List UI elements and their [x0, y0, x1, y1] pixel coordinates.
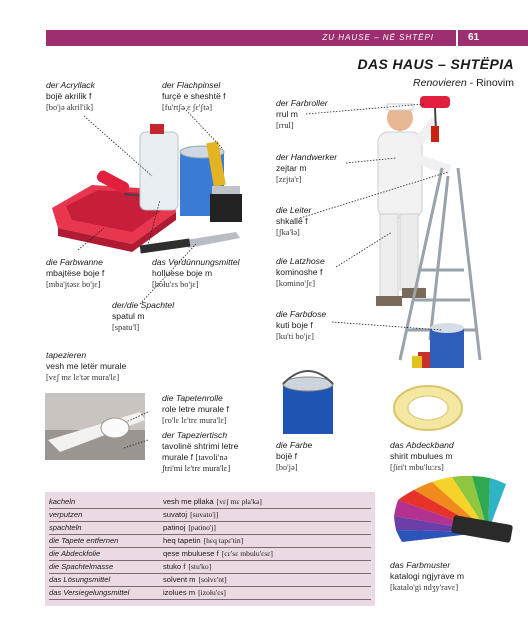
- term-de: verputzen: [49, 510, 83, 519]
- paint-pot-image: [283, 371, 333, 434]
- term-sq-cell: [163, 522, 216, 534]
- label-farbmuster: [390, 560, 464, 593]
- term-sq: izolues m: [163, 588, 196, 597]
- page-title: DAS HAUS – SHTËPIA: [357, 56, 514, 72]
- label-tapezieren: [46, 350, 126, 383]
- term-sq: stuko f: [163, 562, 186, 571]
- term-sq: qese mbuluese f: [163, 549, 219, 558]
- label-phonetic: [ ro'lɛ lɛ'trɛ mura'lɛ ]: [162, 415, 229, 426]
- page-number: 61: [468, 32, 480, 43]
- label-de: die Leiter: [276, 205, 312, 215]
- label-farbroller: [276, 98, 328, 131]
- label-phonetic: [ mba'jtəsɛ bo'jɛ ]: [46, 279, 104, 290]
- label-de: das Verdünnungsmittel: [152, 257, 240, 267]
- label-phonetic: [ komino'ʃɛ ]: [276, 278, 325, 289]
- term-phonetic: [ izołu'ɛs ]: [198, 588, 226, 597]
- label-phonetic: [ ʃiri't mbu'lu:ɛs ]: [390, 462, 454, 473]
- subtitle-sq: Rinovim: [476, 77, 514, 89]
- label-de: die Latzhose: [276, 256, 325, 266]
- table-row: [49, 509, 371, 522]
- label-leiter: [276, 205, 311, 238]
- table-row: [49, 587, 371, 600]
- label-phonetic-line2: ʃtri'mi lɛ'trɛ mura'lɛ]: [162, 464, 231, 473]
- term-de: spachteln: [49, 523, 82, 532]
- table-row: [49, 496, 371, 509]
- label-sq: mbajtëse boje f: [46, 268, 105, 278]
- label-de: die Farbdose: [276, 309, 327, 319]
- label-sq: kominoshe f: [276, 267, 323, 277]
- term-de: die Tapete entfernen: [49, 536, 119, 545]
- label-tapetenrolle: [162, 393, 229, 426]
- label-acryllack: [46, 80, 95, 113]
- label-de: das Farbmuster: [390, 560, 451, 570]
- label-phonetic: [ ku'ti bo'jɛ ]: [276, 331, 326, 342]
- label-tapeziertisch: [162, 430, 238, 474]
- label-sq: shkallë f: [276, 216, 308, 226]
- term-phonetic: [ hɛq tapɛ'tin ]: [204, 536, 244, 545]
- label-phonetic: [ bo'jə ]: [276, 462, 312, 473]
- label-sq: kuti boje f: [276, 320, 313, 330]
- label-de: der Handwerker: [276, 152, 338, 162]
- label-phonetic: ʃtri'mi lɛ'trɛ mura'lɛ: [162, 464, 228, 473]
- label-de: tapezieren: [46, 350, 87, 360]
- label-abdeckband: [390, 440, 454, 473]
- label-de: die Farbe: [276, 440, 313, 450]
- table-row: [49, 561, 371, 574]
- label-sq: holluese boje m: [152, 268, 213, 278]
- term-sq: vesh me pllaka: [163, 497, 214, 506]
- label-de: der Acryllack: [46, 80, 95, 90]
- label-sq-cont: murale f: [162, 452, 194, 462]
- label-de: das Abdeckband: [390, 440, 454, 450]
- term-phonetic: [ vɛʃ mɛ pła'ka ]: [217, 497, 262, 506]
- label-de: der Flachpinsel: [162, 80, 221, 90]
- label-latzhose: [276, 256, 325, 289]
- label-de: der Farbroller: [276, 98, 328, 108]
- term-sq-cell: [163, 561, 211, 573]
- label-sq: vesh me letër murale: [46, 361, 127, 371]
- vocab-table: [45, 492, 375, 606]
- label-de: die Farbwanne: [46, 257, 103, 267]
- label-phonetic: [ spatu'l ]: [112, 322, 174, 333]
- label-flachpinsel: [162, 80, 226, 113]
- label-phonetic: [ hołu'ɛs bo'jɛ ]: [152, 279, 240, 290]
- term-de: das Lösungsmittel: [49, 575, 111, 584]
- term-sq: patinoj: [163, 523, 186, 532]
- label-sq: bojë f: [276, 451, 298, 461]
- wallpaper-photo: [45, 393, 145, 460]
- label-sq: shirit mbulues m: [390, 451, 453, 461]
- label-sq: tavolinë shtrimi letre: [162, 441, 239, 451]
- label-sq: rrul m: [276, 109, 298, 119]
- term-sq: suvatoj: [163, 510, 188, 519]
- label-handwerker: [276, 152, 337, 185]
- masking-tape-image: [394, 386, 462, 430]
- label-sq-line2: murale f [tavoli'nə: [162, 452, 228, 462]
- acrylic-bottle-image: [140, 124, 178, 210]
- label-phonetic: [ zɛjta'r ]: [276, 174, 337, 185]
- term-sq-cell: [163, 535, 243, 547]
- label-phonetic: [ bo'jə akril'ik ]: [46, 102, 95, 113]
- label-phonetic: [ rrul ]: [276, 120, 328, 131]
- label-phonetic: [ katalo'gi ndʒy'ravɛ ]: [390, 582, 464, 593]
- label-phonetic: [ fu'rtʃə ɛ ʃɛ'ʃtə ]: [162, 102, 226, 113]
- term-sq-cell: [163, 574, 227, 586]
- colour-fan-image: [394, 476, 513, 543]
- label-phonetic-part: tavoli'nə: [198, 452, 228, 462]
- label-sq: katalogi ngjyrave m: [390, 571, 465, 581]
- label-farbdose: [276, 309, 326, 342]
- table-row: [49, 574, 371, 587]
- label-de: die Tapetenrolle: [162, 393, 223, 403]
- label-sq: spatul m: [112, 311, 145, 321]
- table-row: [49, 535, 371, 548]
- label-sq: furçë e sheshtë f: [162, 91, 226, 101]
- term-sq-cell: [163, 509, 218, 521]
- term-phonetic: [ suvato'j ]: [190, 510, 218, 519]
- term-phonetic: [ solvɛ'nt ]: [199, 575, 227, 584]
- label-farbe: [276, 440, 312, 473]
- term-sq-cell: [163, 548, 273, 560]
- term-de: die Spachtelmasse: [49, 562, 114, 571]
- term-phonetic: [ stu'ko ]: [188, 562, 211, 571]
- label-de: der/die Spachtel: [112, 300, 175, 310]
- term-phonetic: [ patino'j ]: [188, 523, 216, 532]
- label-sq: zejtar m: [276, 163, 307, 173]
- term-sq: heq tapetin: [163, 536, 201, 545]
- label-de: der Tapeziertisch: [162, 430, 228, 440]
- table-row: [49, 548, 371, 561]
- label-sq: bojë akrilik f: [46, 91, 92, 101]
- label-phonetic: [ vɛʃ mɛ lɛ'tər mura'lɛ ]: [46, 372, 126, 383]
- term-sq-cell: [163, 587, 226, 599]
- term-de: kacheln: [49, 497, 76, 506]
- label-verduennungsmittel: [152, 257, 240, 290]
- term-sq-cell: [163, 496, 262, 508]
- term-sq: solvent m: [163, 575, 196, 584]
- subtitle-sep: -: [466, 77, 477, 89]
- section-title: ZU HAUSE – NË SHTËPI: [322, 33, 434, 42]
- label-phonetic: [ ʃka'łə ]: [276, 227, 311, 238]
- term-phonetic: [ cɛ'sɛ mbulu'ɛsɛ ]: [222, 549, 273, 558]
- table-row: [49, 522, 371, 535]
- subtitle-de: Renovieren: [413, 77, 467, 89]
- label-sq: role letre murale f: [162, 404, 229, 414]
- term-de: die Abdeckfolie: [49, 549, 101, 558]
- term-de: das Versiegelungsmittel: [49, 588, 130, 597]
- label-farbwanne: [46, 257, 104, 290]
- label-spachtel: [112, 300, 174, 333]
